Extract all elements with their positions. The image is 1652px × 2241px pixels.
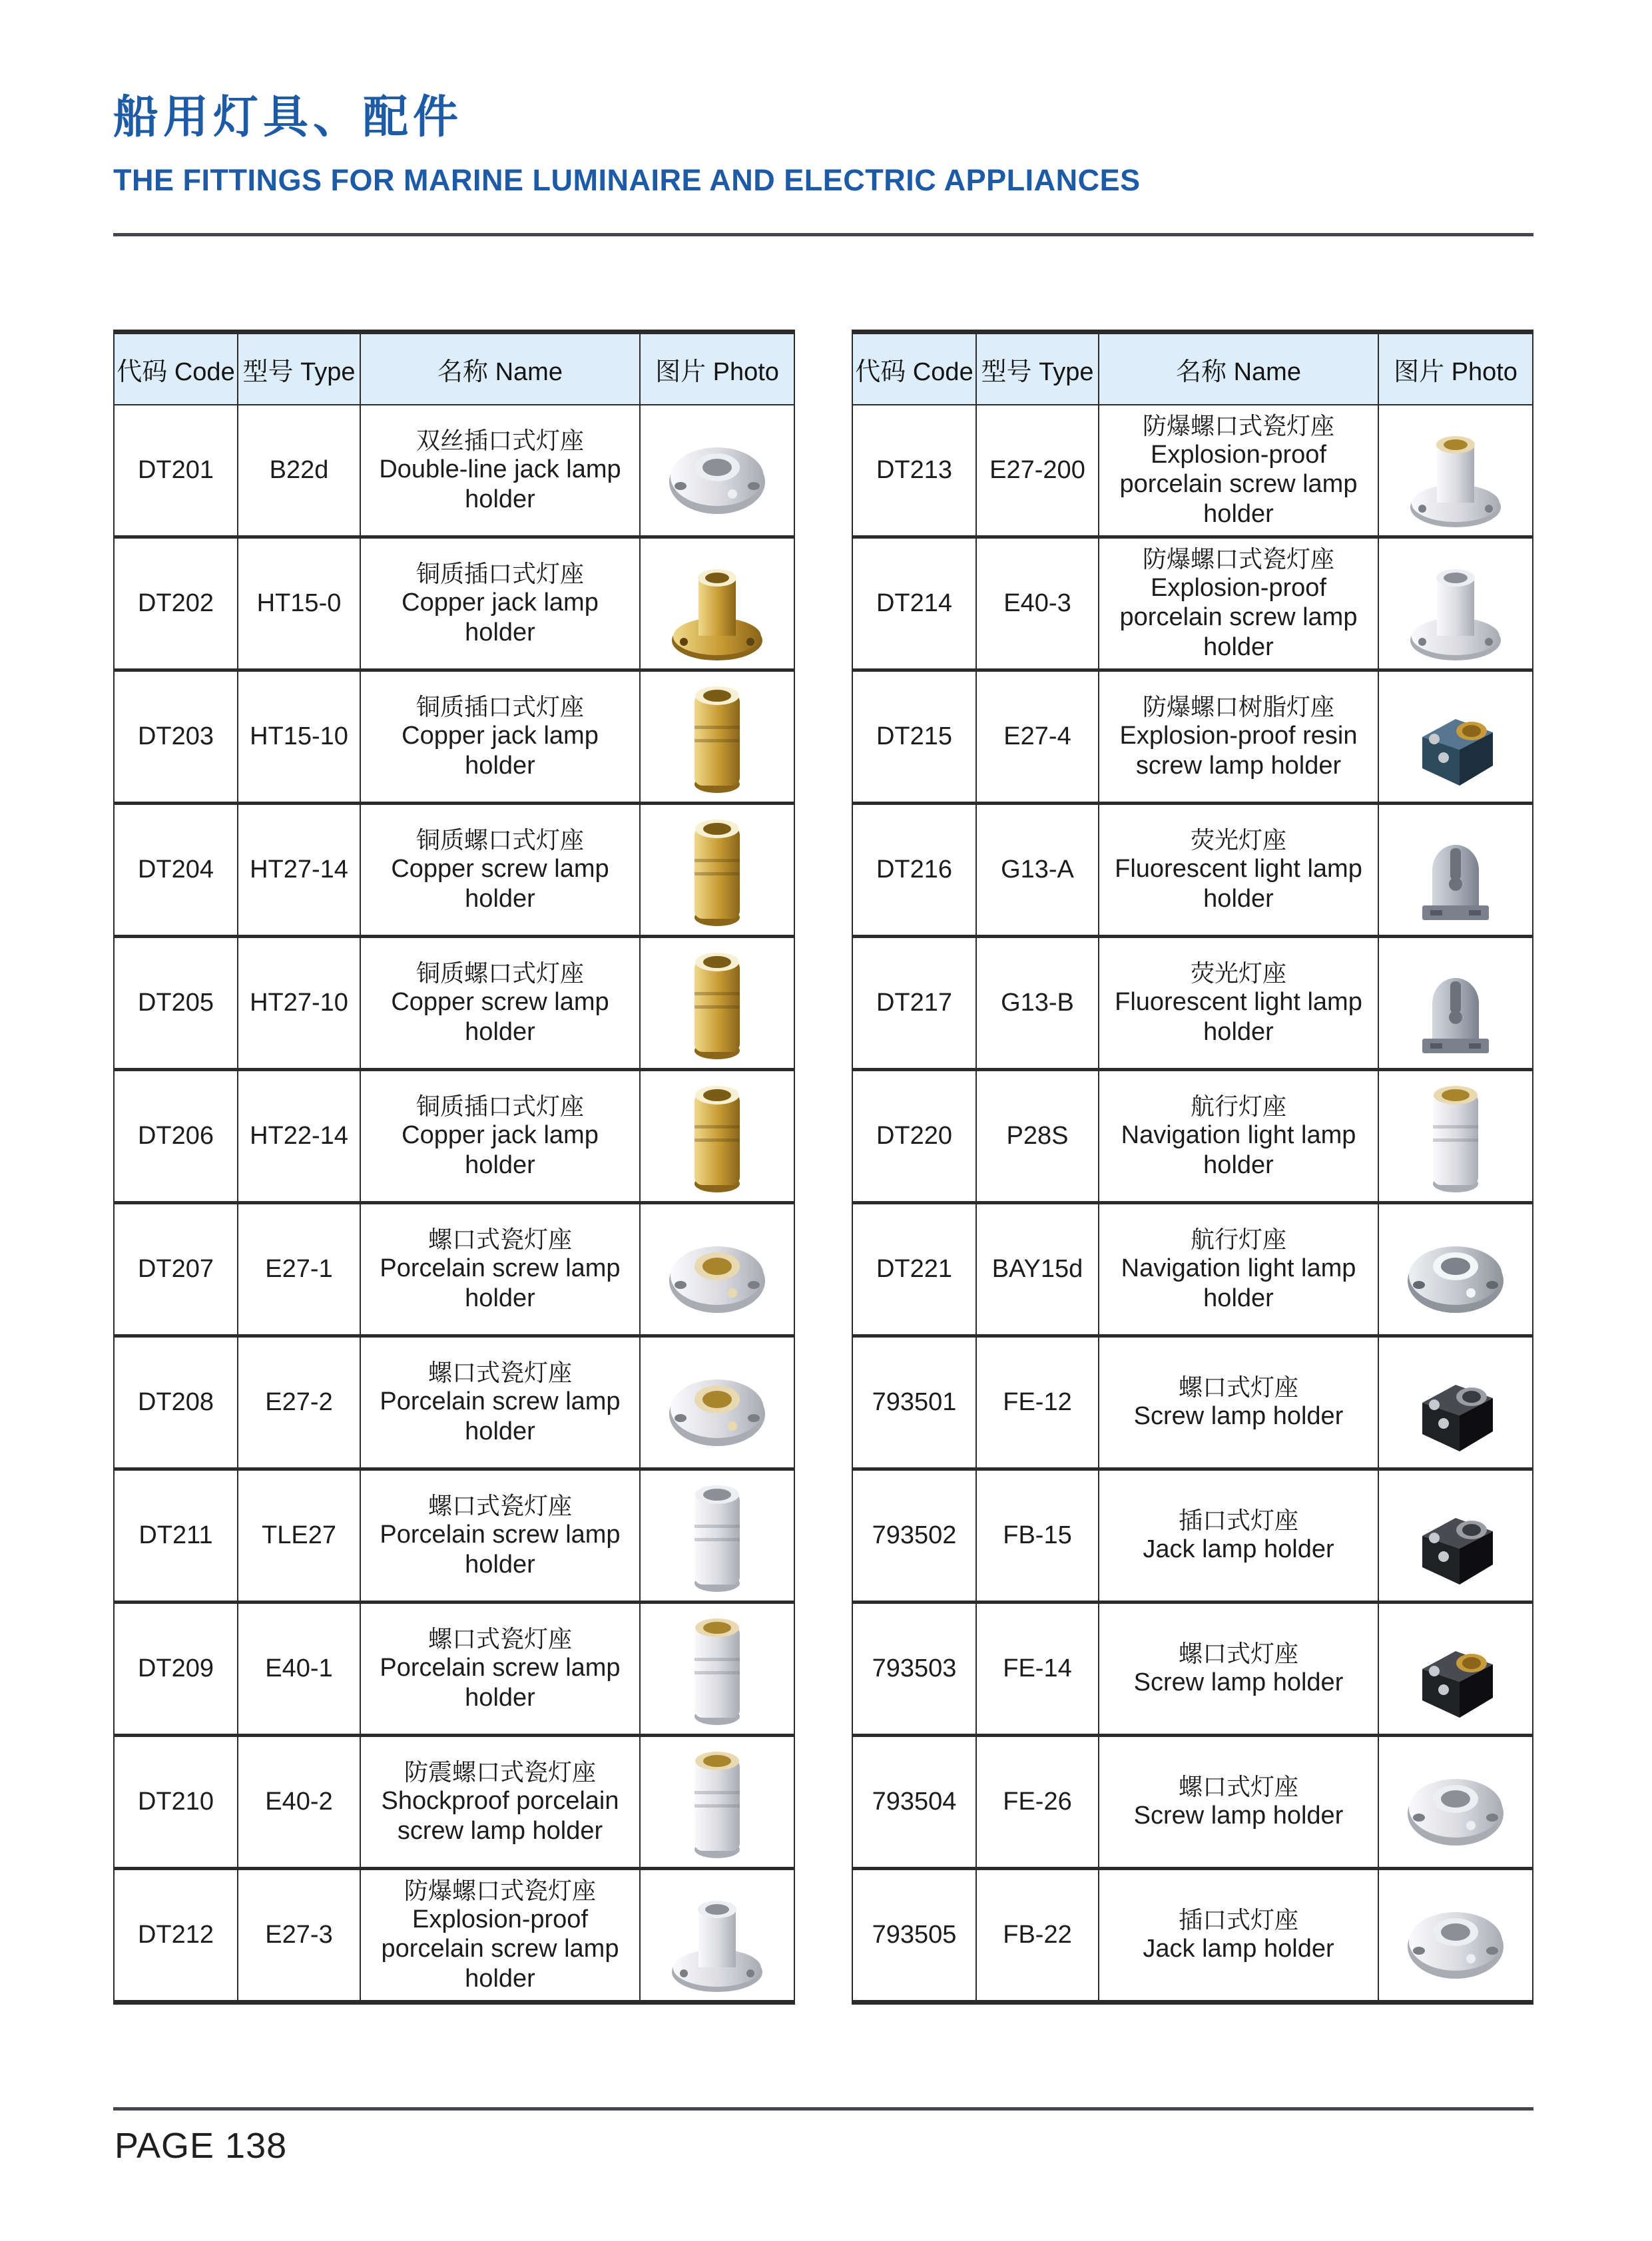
name-english: Explosion-proof porcelain screw lamp holder	[381, 1905, 619, 1993]
header-cell-code: 代码 Code	[115, 334, 238, 405]
photo-cell	[641, 805, 794, 938]
name-chinese: 螺口式灯座	[1178, 1640, 1298, 1668]
code-cell: DT215	[853, 672, 977, 805]
name-english: Copper screw lamp holder	[391, 988, 609, 1046]
table-row	[115, 938, 794, 1071]
code-cell: DT201	[115, 405, 238, 539]
table-row	[853, 1870, 1532, 2000]
type-cell: E27-2	[238, 1338, 361, 1471]
table-row	[115, 1737, 794, 1870]
header-cell-photo: 图片 Photo	[641, 334, 794, 405]
name-cell	[1099, 672, 1379, 805]
product-photo	[1383, 1471, 1528, 1601]
name-english: Copper jack lamp holder	[402, 722, 599, 780]
product-photo	[645, 539, 790, 668]
product-photo	[645, 672, 790, 802]
table-row	[853, 938, 1532, 1071]
name-cell	[1099, 1071, 1379, 1204]
photo-cell	[641, 1338, 794, 1471]
product-photo	[1383, 1737, 1528, 1867]
photo-cell	[641, 1471, 794, 1604]
code-cell: DT204	[115, 805, 238, 938]
name-english: Screw lamp holder	[1133, 1668, 1344, 1697]
name-english: Explosion-proof resin screw lamp holder	[1119, 722, 1358, 780]
photo-cell	[1379, 1471, 1532, 1604]
table-row	[853, 405, 1532, 539]
name-cell	[1099, 1737, 1379, 1870]
name-english: Jack lamp holder	[1143, 1935, 1334, 1963]
photo-cell	[641, 672, 794, 805]
photo-cell	[641, 405, 794, 539]
name-chinese: 防爆螺口树脂灯座	[1142, 692, 1334, 720]
table-row	[853, 1737, 1532, 1870]
photo-cell	[1379, 1870, 1532, 2000]
photo-cell	[1379, 938, 1532, 1071]
type-cell: P28S	[977, 1071, 1099, 1204]
name-cell	[361, 1870, 641, 2000]
name-chinese: 铜质螺口式灯座	[415, 959, 584, 987]
table-row	[853, 1338, 1532, 1471]
code-cell: DT206	[115, 1071, 238, 1204]
photo-cell	[641, 1204, 794, 1338]
name-chinese: 航行灯座	[1190, 1225, 1286, 1253]
type-cell: TLE27	[238, 1471, 361, 1604]
code-cell: DT211	[115, 1471, 238, 1604]
code-cell: DT212	[115, 1870, 238, 2000]
name-cell	[1099, 1338, 1379, 1471]
code-cell: DT216	[853, 805, 977, 938]
type-cell: G13-A	[977, 805, 1099, 938]
table-row	[115, 1204, 794, 1338]
name-cell	[361, 539, 641, 672]
page-title: 船用灯具、配件	[113, 92, 463, 142]
name-cell	[1099, 539, 1379, 672]
table-row	[115, 805, 794, 938]
type-cell: HT15-0	[238, 539, 361, 672]
photo-cell	[1379, 1204, 1532, 1338]
table-row	[853, 1071, 1532, 1204]
name-chinese: 螺口式瓷灯座	[427, 1624, 572, 1652]
name-english: Fluorescent light lamp holder	[1115, 855, 1362, 913]
name-english: Screw lamp holder	[1133, 1802, 1344, 1830]
table-row	[115, 539, 794, 672]
fittings-table-right-wrap	[852, 330, 1533, 2005]
photo-cell	[1379, 1737, 1532, 1870]
name-cell	[361, 1204, 641, 1338]
name-english: Explosion-proof porcelain screw lamp holder	[1119, 440, 1358, 528]
type-cell: FE-14	[977, 1604, 1099, 1737]
name-cell	[1099, 805, 1379, 938]
photo-cell	[641, 1604, 794, 1737]
photo-cell	[1379, 1338, 1532, 1471]
product-photo	[645, 1604, 790, 1734]
name-chinese: 铜质插口式灯座	[415, 692, 584, 720]
code-cell: DT209	[115, 1604, 238, 1737]
code-cell: DT217	[853, 938, 977, 1071]
product-photo	[1383, 1071, 1528, 1201]
footer-divider	[113, 2107, 1533, 2111]
header-cell-name: 名称 Name	[1099, 334, 1379, 405]
type-cell: HT15-10	[238, 672, 361, 805]
type-cell: B22d	[238, 405, 361, 539]
name-english: Copper jack lamp holder	[402, 1121, 599, 1179]
table-header-row	[115, 334, 794, 405]
type-cell: FB-22	[977, 1870, 1099, 2000]
name-chinese: 防爆螺口式瓷灯座	[1142, 545, 1334, 573]
name-chinese: 防爆螺口式瓷灯座	[1142, 411, 1334, 439]
name-cell	[361, 1338, 641, 1471]
name-english: Screw lamp holder	[1133, 1402, 1344, 1431]
table-row	[115, 1338, 794, 1471]
name-english: Copper screw lamp holder	[391, 855, 609, 913]
product-photo	[645, 1338, 790, 1467]
type-cell: E27-1	[238, 1204, 361, 1338]
type-cell: HT22-14	[238, 1071, 361, 1204]
fittings-table-left-wrap	[113, 330, 795, 2005]
code-cell: DT220	[853, 1071, 977, 1204]
product-photo	[1383, 1338, 1528, 1467]
code-cell: DT205	[115, 938, 238, 1071]
name-chinese: 航行灯座	[1190, 1092, 1286, 1120]
type-cell: HT27-14	[238, 805, 361, 938]
photo-cell	[641, 1870, 794, 2000]
header-cell-type: 型号 Type	[238, 334, 361, 405]
type-cell: E40-3	[977, 539, 1099, 672]
code-cell: DT203	[115, 672, 238, 805]
name-chinese: 双丝插口式灯座	[415, 426, 584, 454]
name-cell	[1099, 405, 1379, 539]
product-photo	[1383, 1204, 1528, 1334]
name-english: Copper jack lamp holder	[402, 589, 599, 646]
code-cell: 793504	[853, 1737, 977, 1870]
name-chinese: 插口式灯座	[1178, 1507, 1298, 1535]
name-chinese: 螺口式瓷灯座	[427, 1491, 572, 1519]
code-cell: 793502	[853, 1471, 977, 1604]
code-cell: 793501	[853, 1338, 977, 1471]
code-cell: DT213	[853, 405, 977, 539]
product-photo	[1383, 1870, 1528, 2000]
type-cell: E40-2	[238, 1737, 361, 1870]
name-english: Fluorescent light lamp holder	[1115, 988, 1362, 1046]
header-cell-name: 名称 Name	[361, 334, 641, 405]
name-chinese: 螺口式灯座	[1178, 1373, 1298, 1401]
photo-cell	[641, 1071, 794, 1204]
name-english: Shockproof porcelain screw lamp holder	[381, 1787, 619, 1845]
name-chinese: 荧光灯座	[1190, 826, 1286, 854]
name-cell	[361, 1071, 641, 1204]
product-photo	[645, 1204, 790, 1334]
name-chinese: 铜质插口式灯座	[415, 559, 584, 587]
code-cell: DT210	[115, 1737, 238, 1870]
product-photo	[1383, 405, 1528, 535]
photo-cell	[1379, 405, 1532, 539]
product-photo	[645, 1737, 790, 1867]
table-row	[115, 1870, 794, 2000]
photo-cell	[641, 539, 794, 672]
name-chinese: 防震螺口式瓷灯座	[404, 1758, 596, 1786]
type-cell: E40-1	[238, 1604, 361, 1737]
fittings-table-right	[852, 330, 1533, 2005]
name-cell	[1099, 1204, 1379, 1338]
table-row	[115, 672, 794, 805]
product-photo	[645, 1071, 790, 1201]
name-cell	[361, 1604, 641, 1737]
table-row	[115, 1071, 794, 1204]
code-cell: 793503	[853, 1604, 977, 1737]
product-photo	[645, 405, 790, 535]
type-cell: FB-15	[977, 1471, 1099, 1604]
product-photo	[1383, 672, 1528, 802]
name-english: Explosion-proof porcelain screw lamp holder	[1119, 573, 1358, 661]
name-english: Navigation light lamp holder	[1121, 1254, 1356, 1312]
product-photo	[1383, 1604, 1528, 1734]
type-cell: E27-3	[238, 1870, 361, 2000]
name-cell	[361, 1471, 641, 1604]
name-chinese: 螺口式瓷灯座	[427, 1358, 572, 1386]
name-cell	[1099, 1870, 1379, 2000]
header-cell-type: 型号 Type	[977, 334, 1099, 405]
type-cell: FE-26	[977, 1737, 1099, 1870]
product-photo	[1383, 938, 1528, 1068]
fittings-table-left	[113, 330, 795, 2005]
type-cell: E27-4	[977, 672, 1099, 805]
name-cell	[361, 805, 641, 938]
header-cell-photo: 图片 Photo	[1379, 334, 1532, 405]
photo-cell	[1379, 1071, 1532, 1204]
code-cell: 793505	[853, 1870, 977, 2000]
name-cell	[1099, 1604, 1379, 1737]
product-photo	[1383, 539, 1528, 668]
name-english: Jack lamp holder	[1143, 1535, 1334, 1564]
name-english: Double-line jack lamp holder	[379, 455, 621, 513]
name-chinese: 螺口式灯座	[1178, 1773, 1298, 1801]
table-row	[115, 1471, 794, 1604]
page-subtitle: THE FITTINGS FOR MARINE LUMINAIRE AND ELECTRIC APPLIANCES	[113, 163, 1141, 197]
table-row	[853, 1471, 1532, 1604]
code-cell: DT221	[853, 1204, 977, 1338]
photo-cell	[1379, 672, 1532, 805]
product-photo	[645, 1471, 790, 1601]
table-row	[853, 1604, 1532, 1737]
type-cell: FE-12	[977, 1338, 1099, 1471]
name-english: Porcelain screw lamp holder	[380, 1521, 621, 1579]
code-cell: DT207	[115, 1204, 238, 1338]
name-cell	[361, 672, 641, 805]
product-photo	[1383, 805, 1528, 935]
table-row	[115, 405, 794, 539]
name-chinese: 螺口式瓷灯座	[427, 1225, 572, 1253]
table-row	[853, 672, 1532, 805]
name-chinese: 铜质螺口式灯座	[415, 826, 584, 854]
photo-cell	[641, 1737, 794, 1870]
name-cell	[1099, 1471, 1379, 1604]
header-cell-code: 代码 Code	[853, 334, 977, 405]
table-row	[115, 1604, 794, 1737]
type-cell: E27-200	[977, 405, 1099, 539]
header-divider	[113, 233, 1533, 236]
name-english: Porcelain screw lamp holder	[380, 1387, 621, 1445]
code-cell: DT208	[115, 1338, 238, 1471]
product-photo	[645, 938, 790, 1068]
name-cell	[361, 1737, 641, 1870]
name-english: Porcelain screw lamp holder	[380, 1254, 621, 1312]
photo-cell	[1379, 1604, 1532, 1737]
name-cell	[361, 405, 641, 539]
table-row	[853, 1204, 1532, 1338]
table-row	[853, 539, 1532, 672]
code-cell: DT214	[853, 539, 977, 672]
type-cell: BAY15d	[977, 1204, 1099, 1338]
type-cell: HT27-10	[238, 938, 361, 1071]
table-header-row	[853, 334, 1532, 405]
name-chinese: 防爆螺口式瓷灯座	[404, 1876, 596, 1904]
product-photo	[645, 1870, 790, 2000]
code-cell: DT202	[115, 539, 238, 672]
name-chinese: 铜质插口式灯座	[415, 1092, 584, 1120]
name-english: Porcelain screw lamp holder	[380, 1654, 621, 1712]
name-chinese: 荧光灯座	[1190, 959, 1286, 987]
type-cell: G13-B	[977, 938, 1099, 1071]
name-english: Navigation light lamp holder	[1121, 1121, 1356, 1179]
name-cell	[361, 938, 641, 1071]
photo-cell	[641, 938, 794, 1071]
photo-cell	[1379, 805, 1532, 938]
page-number: PAGE 138	[115, 2126, 288, 2166]
name-chinese: 插口式灯座	[1178, 1906, 1298, 1934]
name-cell	[1099, 938, 1379, 1071]
photo-cell	[1379, 539, 1532, 672]
product-photo	[645, 805, 790, 935]
table-row	[853, 805, 1532, 938]
